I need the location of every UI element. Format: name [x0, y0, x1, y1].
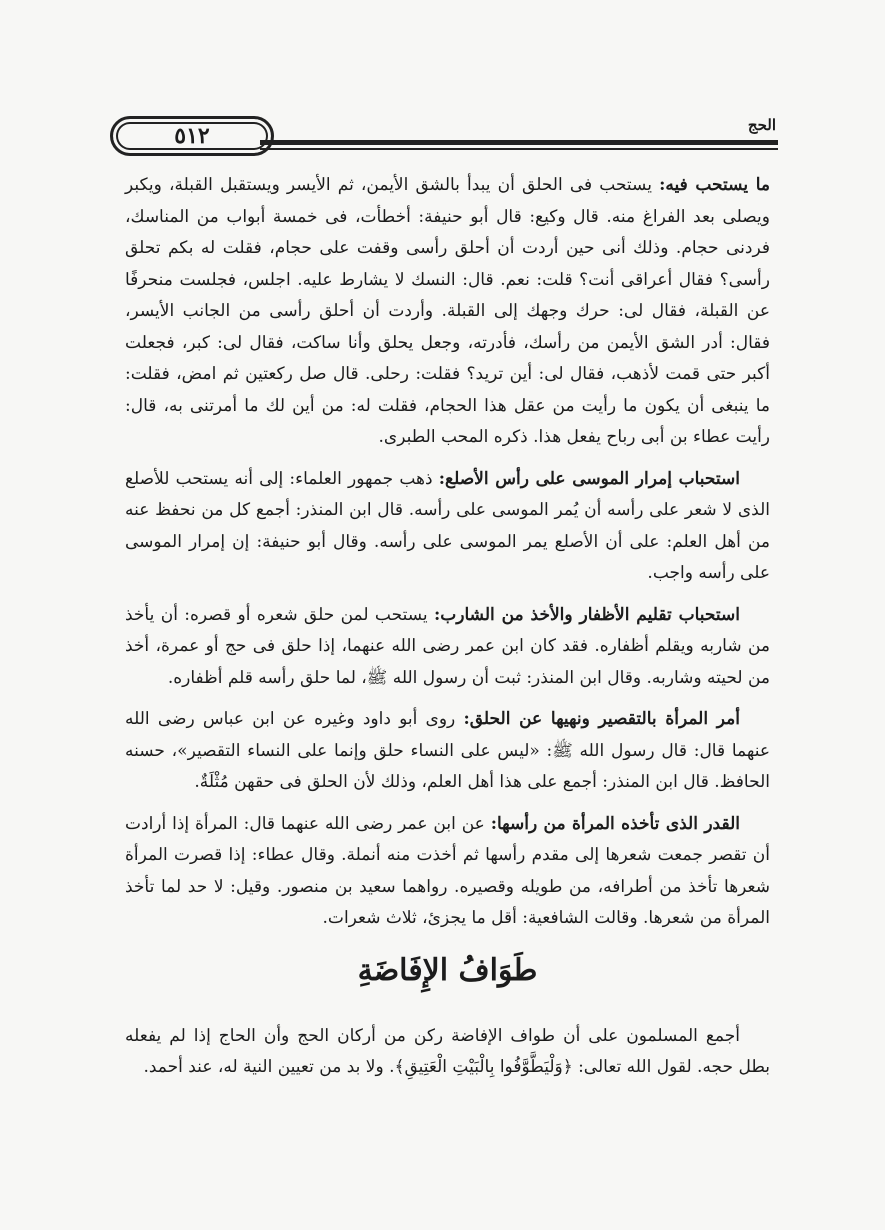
header-rule-thin	[260, 148, 778, 150]
paragraph-lead: استحباب إمرار الموسى على رأس الأصلع:	[438, 468, 741, 489]
paragraph-text: ذهب جمهور العلماء: إلى أنه يستحب للأصلع الذى لا شعر على رأسه أن يُمر الموسى على رأسه. قال ابن المنذر: أجمع كل من نحفظ عنه من أهل العلم: على أن الأصلع يمر الموسى على رأسه. وقال أبو حنيفة: إن إمرار الموسى على رأسه واجب.	[125, 468, 770, 583]
paragraph-text: يستحب لمن حلق شعره أو قصره: أن يأخذ من شاربه ويقلم أظفاره. فقد كان ابن عمر رضى الله عنهما، إذا حلق فى حج أو عمرة، أخذ من لحيته وشاربه. وقال ابن المنذر: ثبت أن رسول الله ﷺ، لما حلق رأسه قلم أظفاره.	[125, 604, 770, 688]
paragraph-what-is-recommended	[125, 170, 770, 454]
page-header	[110, 116, 778, 166]
header-rule-thick	[260, 140, 778, 145]
paragraph-text: يستحب فى الحلق أن يبدأ بالشق الأيمن، ثم الأيسر ويستقبل القبلة، ويكبر ويصلى بعد الفراغ منه. قال وكيع: قال أبو حنيفة: أخطأت، فى خمسة أبواب من المناسك، فردنى حجام. وذلك أنى حين أردت أن أحلق رأسى وقفت على حجام، فقلت له بكم تحلق رأسى؟ فقال أعراقى أنت؟ قلت: نعم. قال: النسك لا يشارط عليه. اجلس، فجلست منحرفًا عن القبلة، فقال لى: حرك وجهك إلى القبلة. وأردت أن أحلق رأسى من الجانب الأيسر، فقال: أدر الشق الأيمن من رأسك، فأدرته، وجعل يحلق وأنا ساكت، فقال لى: كبر، فجعلت أكبر حتى قمت لأذهب، فقال لى: أين تريد؟ فقلت: رحلى. قال صل ركعتين ثم امض، فقلت: ما ينبغى أن يكون ما رأيت من عقل هذا الحجام، فقلت له: من أين لك ما أمرتنى به، قال: رأيت عطاء بن أبى رباح يفعل هذا. ذكره المحب الطبرى.	[125, 175, 770, 447]
paragraph-nails-mustache	[125, 600, 770, 695]
section-heading: طَوَافُ الإِفَاضَةِ	[357, 952, 538, 988]
paragraph-text: روى أبو داود وغيره عن ابن عباس رضى الله عنهما قال: قال رسول الله ﷺ: «ليس على النساء حلق وإنما على النساء التقصير»، حسنه الحافظ. قال ابن المنذر: أجمع على هذا أهل العلم، وذلك لأن الحلق فى حقهن مُثْلَةٌ.	[125, 709, 770, 792]
running-title: الحج	[747, 116, 776, 134]
paragraph-bald-razor	[125, 464, 770, 590]
paragraph-women-amount	[125, 809, 770, 935]
paragraph-tawaf-ifada: أجمع المسلمون على أن طواف الإفاضة ركن من أركان الحج وأن الحاج إذا لم يفعله بطل حجه. لقول الله تعالى: ﴿وَلْيَطَّوَّفُوا بِالْبَيْتِ الْعَتِيقِ﴾. ولا بد من تعيين النية له، عند أحمد.	[125, 1025, 770, 1077]
paragraph-lead: ما يستحب فيه:	[659, 175, 770, 195]
paragraph-lead: القدر الذى تأخذه المرأة من رأسها:	[490, 813, 740, 834]
page-number: ٥١٢	[174, 123, 210, 149]
paragraph-text: عن ابن عمر رضى الله عنهما قال: المرأة إذا أرادت أن تقصر جمعت شعرها إلى مقدم رأسها ثم أخذت منه أنملة. وقال عطاء: إذا قصرت المرأة شعرها تأخذ من أطرافه، من طويله وقصيره. رواهما سعيد بن منصور. وقيل: لا حد لما تأخذ المرأة من شعرها. وقالت الشافعية: أقل ما يجزئ، ثلاث شعرات.	[125, 813, 770, 928]
page-number-badge	[110, 116, 274, 156]
paragraph-women-shortening	[125, 704, 770, 799]
page-body	[125, 170, 770, 1094]
paragraph-lead: أمر المرأة بالتقصير ونهيها عن الحلق:	[463, 709, 740, 729]
paragraph-lead: استحباب تقليم الأظفار والأخذ من الشارب:	[434, 604, 740, 625]
